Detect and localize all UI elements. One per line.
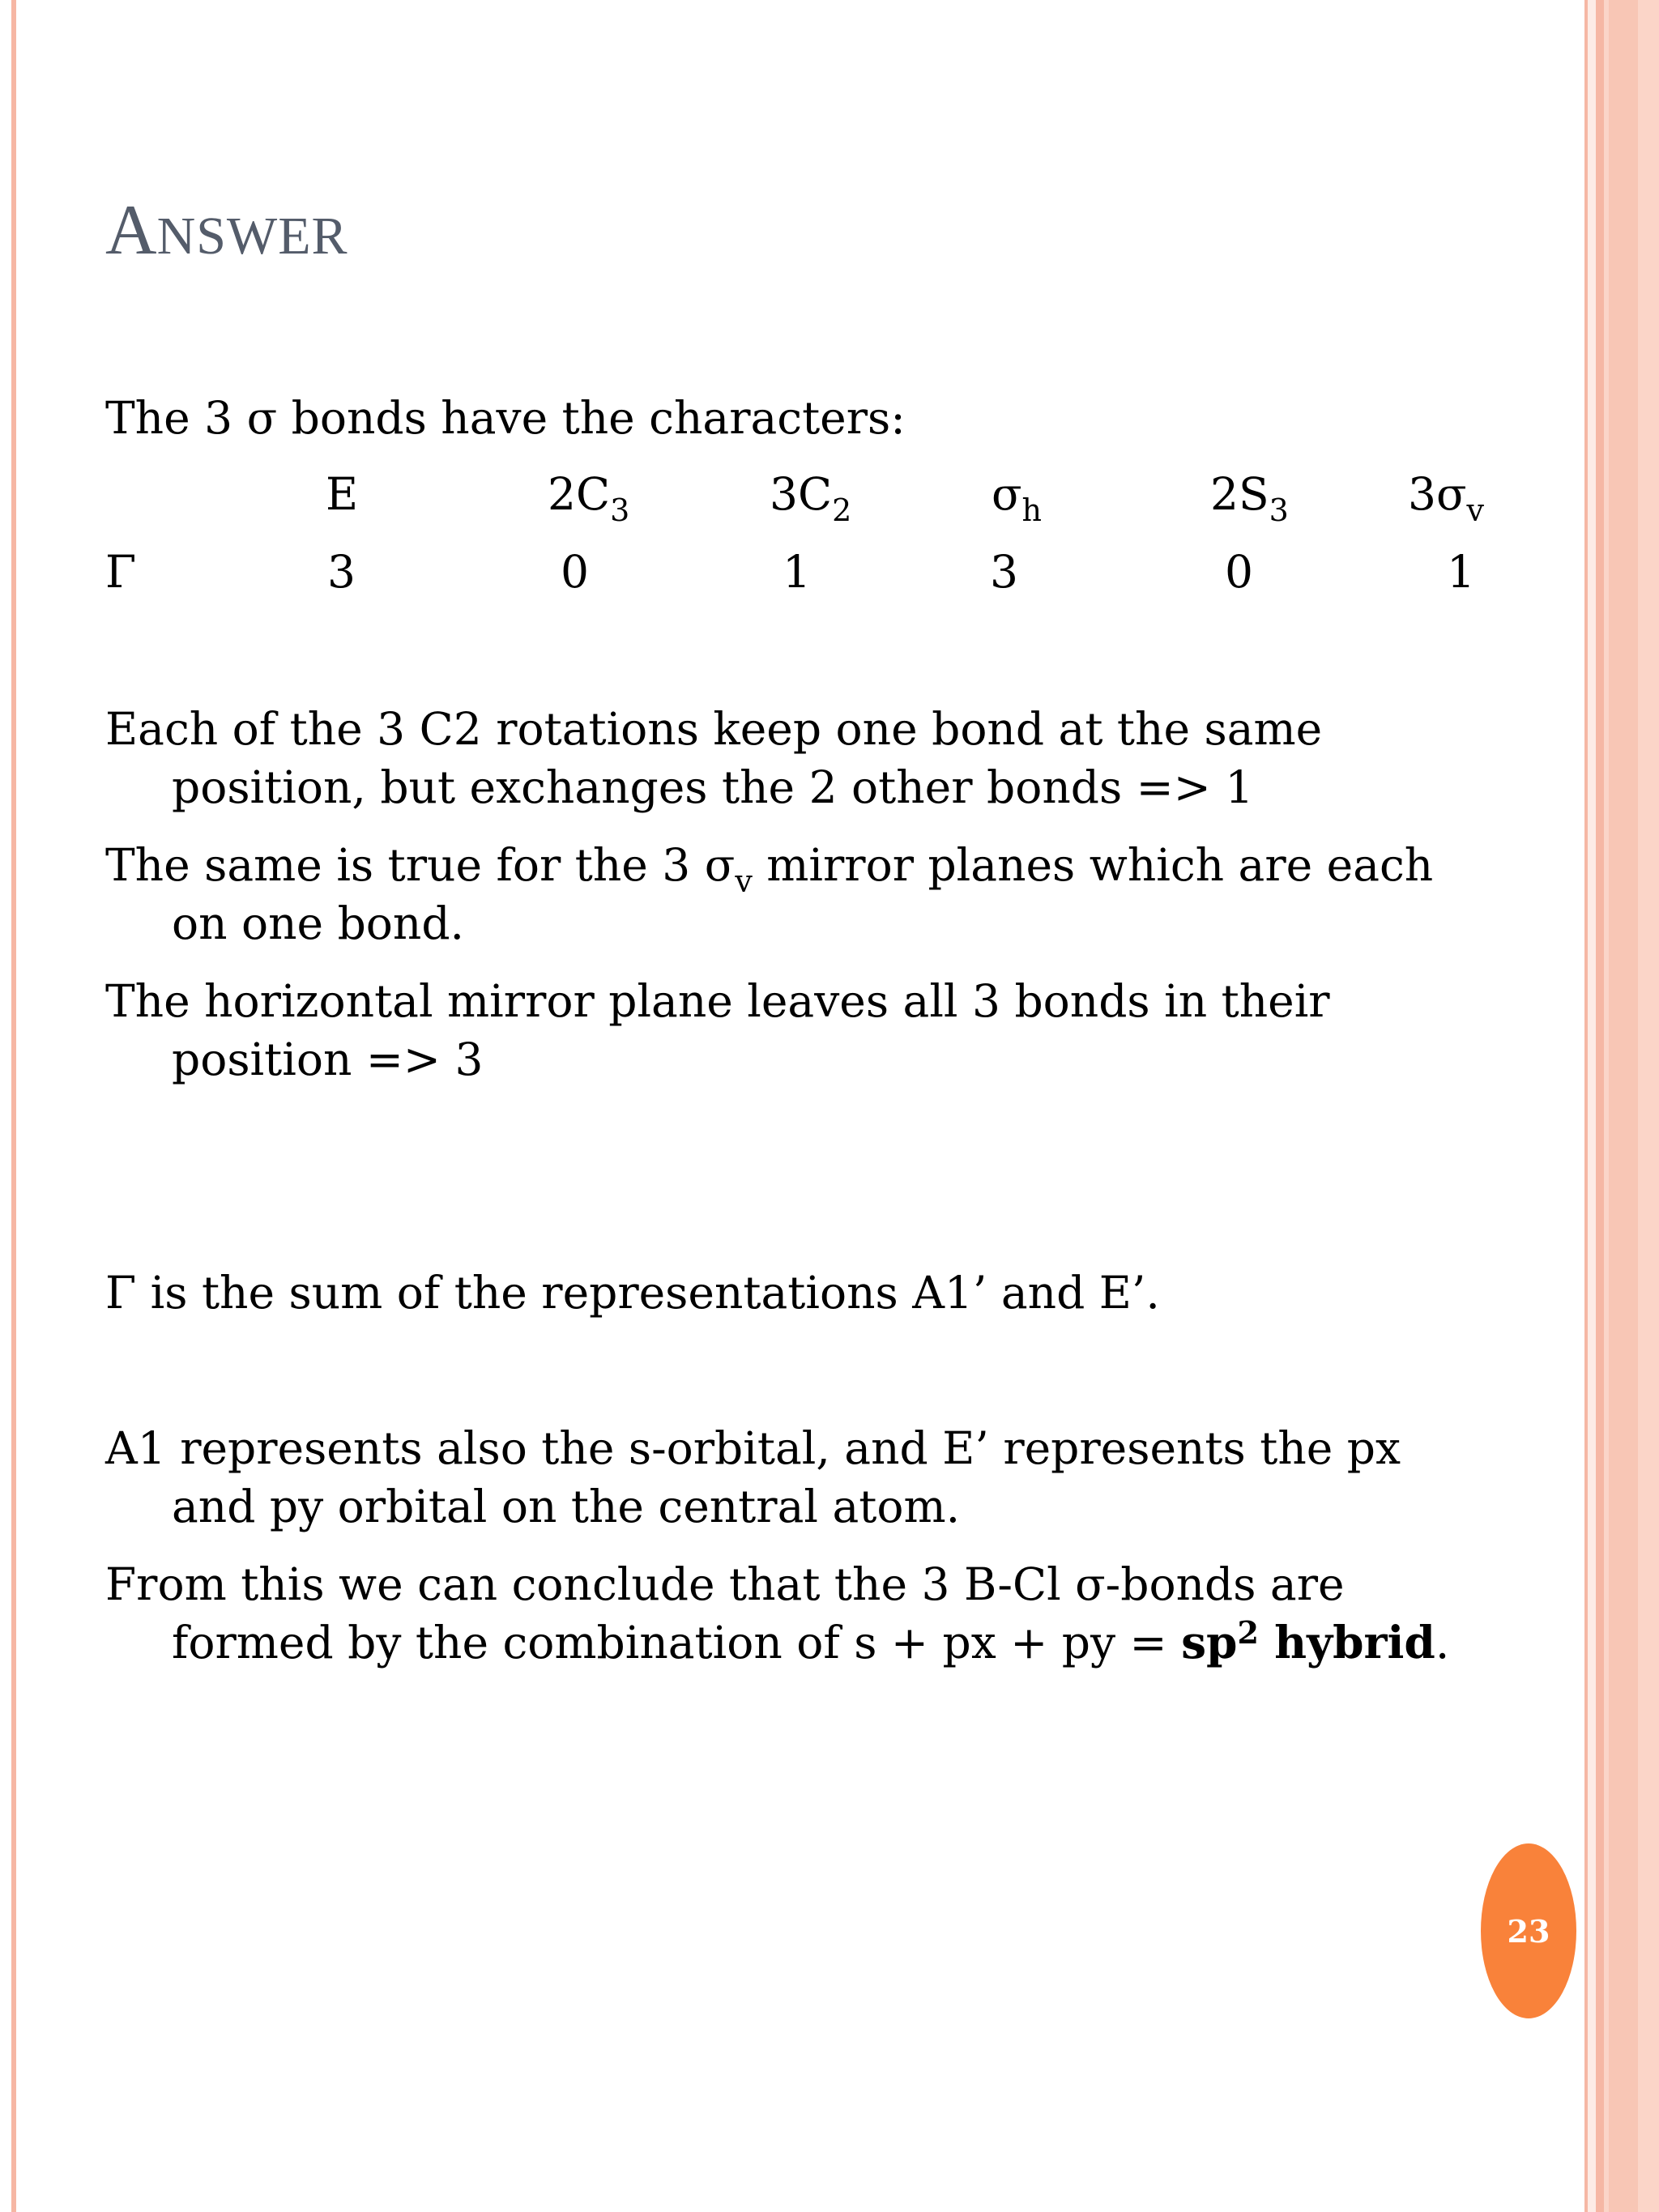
table-value-3sigma-v: 1: [1447, 546, 1475, 598]
title-initial: A: [105, 191, 157, 270]
paragraph-line: A1 represents also the s-orbital, and E’ represents the px: [105, 1422, 1401, 1474]
table-header-2s3: $2S_3$: [1210, 468, 1289, 528]
paragraph-mirror-planes: [105, 836, 1433, 953]
table-value-sigma-h: 3: [990, 546, 1018, 598]
paragraph-orbitals: [105, 1419, 1401, 1536]
table-header-sigma-h: $\sigma_h$: [992, 468, 1043, 528]
slide-title: [105, 190, 348, 271]
table-header-2c3: $2C_3$: [548, 468, 630, 528]
table-value-3c2: 1: [783, 546, 811, 598]
left-border: [11, 0, 16, 2212]
paragraph-line: position, but exchanges the 2 other bonds => 1: [172, 761, 1254, 813]
paragraph-c2-rotations: [105, 700, 1322, 816]
paragraph-line: formed by the combination of s + px + py = $sp^2$ hybrid.: [172, 1614, 1450, 1669]
right-border-stripe: [1638, 0, 1659, 2212]
right-border-stripe: [1609, 0, 1638, 2212]
table-row-label-gamma: Γ: [105, 546, 137, 598]
page-number-badge: [1481, 1843, 1576, 2018]
paragraph-line: From this we can conclude that the 3 B-Cl σ-bonds are: [105, 1558, 1345, 1610]
page-number: 23: [1507, 1912, 1550, 1950]
sp2-hybrid-emphasis: $sp^2$ hybrid: [1181, 1614, 1435, 1669]
paragraph-line: position => 3: [172, 1034, 484, 1085]
table-header-3c2: $3C_2$: [770, 468, 852, 528]
right-border-stripe: [1596, 0, 1604, 2212]
table-header-3sigma-v: $3\sigma_v$: [1408, 468, 1485, 528]
paragraph-horizontal-mirror: [105, 972, 1330, 1089]
table-value-e: 3: [327, 546, 356, 598]
intro-text: The 3 σ bonds have the characters:: [105, 392, 906, 444]
right-border-stripe: [1588, 0, 1596, 2212]
paragraph-gamma-sum: Γ is the sum of the representations A1’ and E’.: [105, 1267, 1160, 1319]
paragraph-line: and py orbital on the central atom.: [172, 1481, 961, 1532]
paragraph-line: Each of the 3 C2 rotations keep one bond at the same: [105, 703, 1323, 755]
table-value-2c3: 0: [561, 546, 589, 598]
table-header-e: E: [326, 468, 359, 520]
paragraph-line: The horizontal mirror plane leaves all 3 bonds in their: [105, 975, 1330, 1027]
table-value-2s3: 0: [1225, 546, 1253, 598]
paragraph-conclusion: [105, 1555, 1449, 1672]
paragraph-line: The same is true for the 3 $\sigma_v$ mirror planes which are each: [105, 839, 1434, 899]
paragraph-line: on one bond.: [172, 897, 465, 949]
title-rest: NSWER: [156, 207, 348, 266]
